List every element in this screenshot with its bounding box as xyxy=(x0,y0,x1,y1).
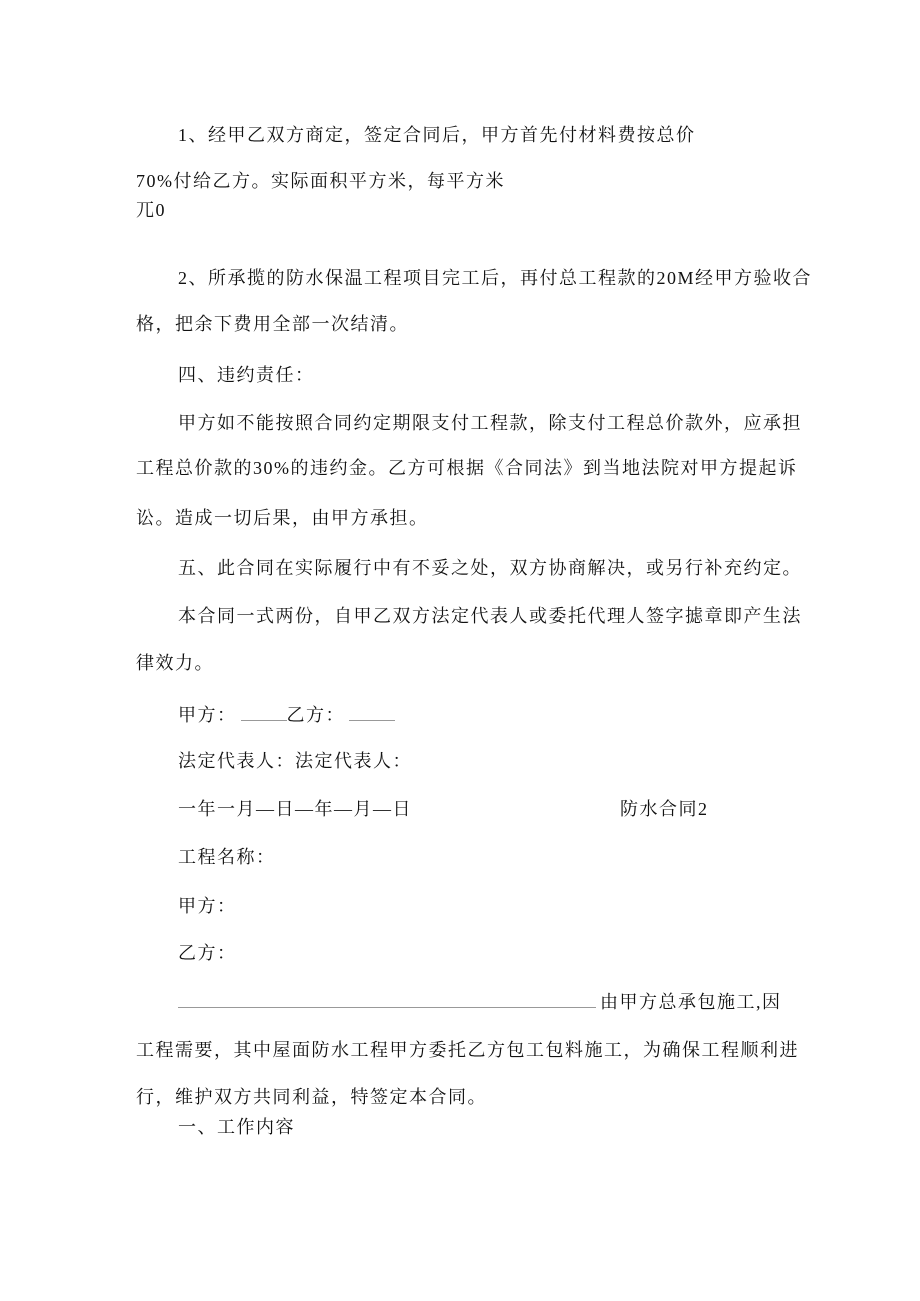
paragraph-line: 讼。造成一切后果，由甲方承担。 xyxy=(136,508,429,528)
paragraph-line: 律效力。 xyxy=(136,653,214,673)
party-b-label-2: 乙方： xyxy=(178,943,237,963)
paragraph-line: 格，把余下费用全部一次结清。 xyxy=(136,314,409,334)
representatives-line: 法定代表人：法定代表人： xyxy=(178,751,412,771)
paragraph-line: 甲方如不能按照合同约定期限支付工程款，除支付工程总价款外，应承担 xyxy=(178,413,802,433)
paragraph-line: 行，维护双方共同利益，特签定本合同。 xyxy=(136,1087,487,1107)
date-line: 一年一月—日—年—月—日 xyxy=(178,799,412,819)
party-a-blank xyxy=(241,704,287,721)
paragraph-line: 本合同一式两份，自甲乙双方法定代表人或委托代理人签字摅章即产生法 xyxy=(178,606,802,626)
intro-line xyxy=(178,991,782,1013)
party-a-label-2: 甲方： xyxy=(178,896,237,916)
paragraph-line: 工程总价款的30%的违约金。乙方可根据《合同法》到当地法院对甲方提起诉 xyxy=(136,458,798,478)
paragraph-line: 70%付给乙方。实际面积平方米，每平方米 xyxy=(136,171,505,191)
contractor-blank xyxy=(178,991,596,1008)
intro-tail: 由甲方总承包施工,因 xyxy=(600,992,782,1012)
party-b-label: 乙方： xyxy=(286,705,345,725)
paragraph-line: 2、所承揽的防水保温工程项目完工后，再付总工程款的20M经甲方验收合 xyxy=(178,268,813,288)
paragraph-line: 工程需要，其中屋面防水工程甲方委托乙方包工包料施工，为确保工程顺利进 xyxy=(136,1040,799,1060)
next-contract-title: 防水合同2 xyxy=(620,799,709,819)
paragraph-line: 五、此合同在实际履行中有不妥之处，双方协商解决，或另行补充约定。 xyxy=(178,558,802,578)
party-a-label: 甲方： xyxy=(178,705,237,725)
party-b-blank xyxy=(349,704,395,721)
project-name-label: 工程名称： xyxy=(178,847,276,867)
section-heading: 一、工作内容 xyxy=(178,1117,295,1137)
section-heading: 四、违约责任： xyxy=(178,365,315,385)
paragraph-line: 1、经甲乙双方商定，签定合同后，甲方首先付材料费按总价 xyxy=(178,125,696,145)
signature-line xyxy=(178,704,395,726)
paragraph-line: 兀0 xyxy=(136,200,166,220)
